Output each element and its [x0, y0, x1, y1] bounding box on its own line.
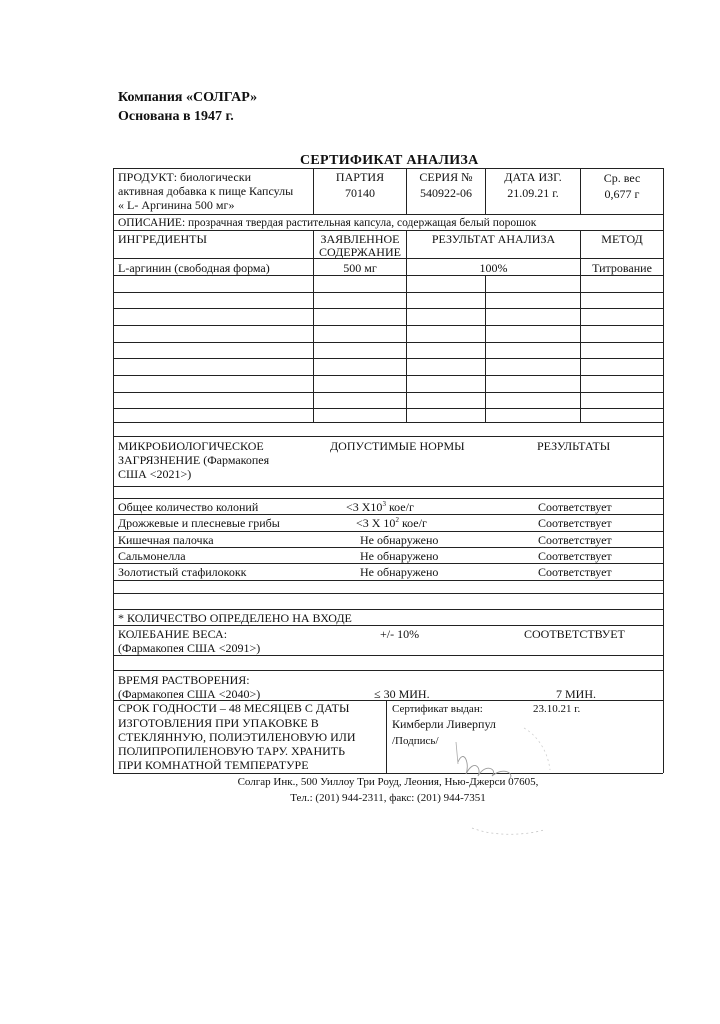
micro-r3-norm: Не обнаружено	[360, 533, 439, 547]
row-divider	[113, 609, 663, 610]
product-description: ОПИСАНИЕ: прозрачная твердая растительная капсула, содержащая белый порошок	[118, 217, 537, 229]
micro-r2-name: Дрожжевые и плесневые грибы	[118, 516, 280, 530]
footer-phone: Тел.: (201) 944-2311, факс: (201) 944-7351	[290, 792, 486, 804]
col-divider	[485, 275, 486, 422]
micro-r2-result: Соответствует	[538, 516, 612, 530]
micro-heading-line2: ЗАГРЯЗНЕНИЕ (Фармакопея	[118, 453, 270, 467]
weight-label: Ср. вес	[603, 171, 641, 185]
batch-label: ПАРТИЯ	[335, 170, 385, 184]
document-title: СЕРТИФИКАТ АНАЛИЗА	[300, 153, 479, 168]
dissolution-label: ВРЕМЯ РАСТВОРЕНИЯ:	[118, 673, 250, 687]
col-divider	[580, 230, 581, 422]
ingredient-method: Титрование	[592, 261, 652, 275]
row-divider	[113, 498, 663, 499]
row-divider	[113, 625, 663, 626]
ingredient-declared: 500 мг	[343, 261, 377, 275]
row-divider	[113, 514, 663, 515]
ingredient-result: 100%	[479, 261, 508, 275]
certificate-issued-date: 23.10.21 г.	[533, 703, 581, 715]
col-header-method: МЕТОД	[601, 232, 643, 246]
date-value: 21.09.21 г.	[507, 186, 559, 200]
weight-variation-label: КОЛЕБАНИЕ ВЕСА:	[118, 627, 228, 641]
row-divider	[113, 422, 663, 423]
row-divider	[113, 547, 663, 548]
micro-col-norms: ДОПУСТИМЫЕ НОРМЫ	[330, 439, 465, 453]
certificate-issued-label: Сертификат выдан:	[392, 703, 483, 715]
ingredient-name: L-аргинин (свободная форма)	[118, 261, 270, 275]
micro-r4-name: Сальмонелла	[118, 549, 186, 563]
row-divider	[113, 486, 663, 487]
weight-variation-result: СООТВЕТСТВУЕТ	[524, 627, 625, 641]
row-divider	[113, 563, 663, 564]
shelf-life-line2: ИЗГОТОВЛЕНИЯ ПРИ УПАКОВКЕ В	[118, 716, 319, 730]
table-border-right	[663, 168, 664, 773]
col-divider	[406, 230, 407, 422]
col-header-ingredients: ИНГРЕДИЕНТЫ	[118, 232, 207, 246]
company-header	[118, 88, 257, 126]
quantity-note: * КОЛИЧЕСТВО ОПРЕДЕЛЕНО НА ВХОДЕ	[118, 611, 352, 625]
row-divider	[113, 670, 663, 671]
row-divider	[113, 436, 663, 437]
row-divider	[113, 531, 663, 532]
micro-r4-norm: Не обнаружено	[360, 549, 439, 563]
batch-value: 70140	[345, 186, 375, 200]
shelf-life-line5: ПРИ КОМНАТНОЙ ТЕМПЕРАТУРЕ	[118, 758, 309, 772]
product-label-line3: « L- Аргинина 500 мг»	[118, 198, 235, 212]
micro-heading-line1: МИКРОБИОЛОГИЧЕСКОЕ	[118, 439, 264, 453]
shelf-life-line1: СРОК ГОДНОСТИ – 48 МЕСЯЦЕВ С ДАТЫ	[118, 701, 350, 715]
company-founded: Основана в 1947 г.	[118, 109, 234, 124]
weight-value: 0,677 г	[604, 187, 640, 201]
row-divider	[113, 214, 663, 215]
dissolution-norm: ≤ 30 МИН.	[374, 687, 430, 701]
micro-r1-norm: <3 $X10^3$ кое/г	[346, 500, 414, 514]
micro-r1-name: Общее количество колоний	[118, 500, 259, 514]
footer-address: Солгар Инк., 500 Уиллоу Три Роуд, Леония, Нью-Джерси 07605,	[237, 776, 539, 788]
product-label-line1: ПРОДУКТ: биологически	[118, 170, 251, 184]
weight-variation-ref: (Фармакопея США <2091>)	[118, 641, 261, 655]
micro-heading-line3: США <2021>)	[118, 467, 192, 481]
micro-r5-result: Соответствует	[538, 565, 612, 579]
row-divider	[113, 580, 663, 581]
date-label: ДАТА ИЗГ.	[504, 170, 562, 184]
micro-r5-norm: Не обнаружено	[360, 565, 439, 579]
footer	[113, 774, 663, 806]
shelf-life-line3: СТЕКЛЯННУЮ, ПОЛИЭТИЛЕНОВУЮ ИЛИ	[118, 730, 356, 744]
micro-r4-result: Соответствует	[538, 549, 612, 563]
micro-r5-name: Золотистый стафилококк	[118, 565, 247, 579]
dissolution-ref: (Фармакопея США <2040>)	[118, 687, 261, 701]
shelf-life-line4: ПОЛИПРОПИЛЕНОВУЮ ТАРУ. ХРАНИТЬ	[118, 744, 346, 758]
micro-r3-name: Кишечная палочка	[118, 533, 214, 547]
dissolution-result: 7 МИН.	[556, 687, 597, 701]
row-divider	[113, 655, 663, 656]
weight-variation-norm: +/- 10%	[380, 627, 420, 641]
micro-r2-norm: <3 X $10^2$ кое/г	[356, 516, 427, 530]
micro-col-results: РЕЗУЛЬТАТЫ	[537, 439, 611, 453]
series-value: 540922-06	[420, 186, 472, 200]
company-name: Компания «СОЛГАР»	[118, 90, 258, 105]
col-header-result: РЕЗУЛЬТАТ АНАЛИЗА	[431, 232, 556, 246]
col-divider	[386, 700, 387, 773]
micro-r3-result: Соответствует	[538, 533, 612, 547]
row-divider	[113, 593, 663, 594]
col-header-declared-2: СОДЕРЖАНИЕ	[319, 245, 401, 259]
micro-r1-result: Соответствует	[538, 500, 612, 514]
series-label: СЕРИЯ №	[419, 170, 473, 184]
col-header-declared-1: ЗАЯВЛЕННОЕ	[320, 232, 400, 246]
product-label-line2: активная добавка к пище Капсулы	[118, 184, 294, 198]
certificate-issuer: Кимберли Ливерпул	[392, 717, 496, 731]
signature-label: /Подпись/	[392, 735, 439, 747]
